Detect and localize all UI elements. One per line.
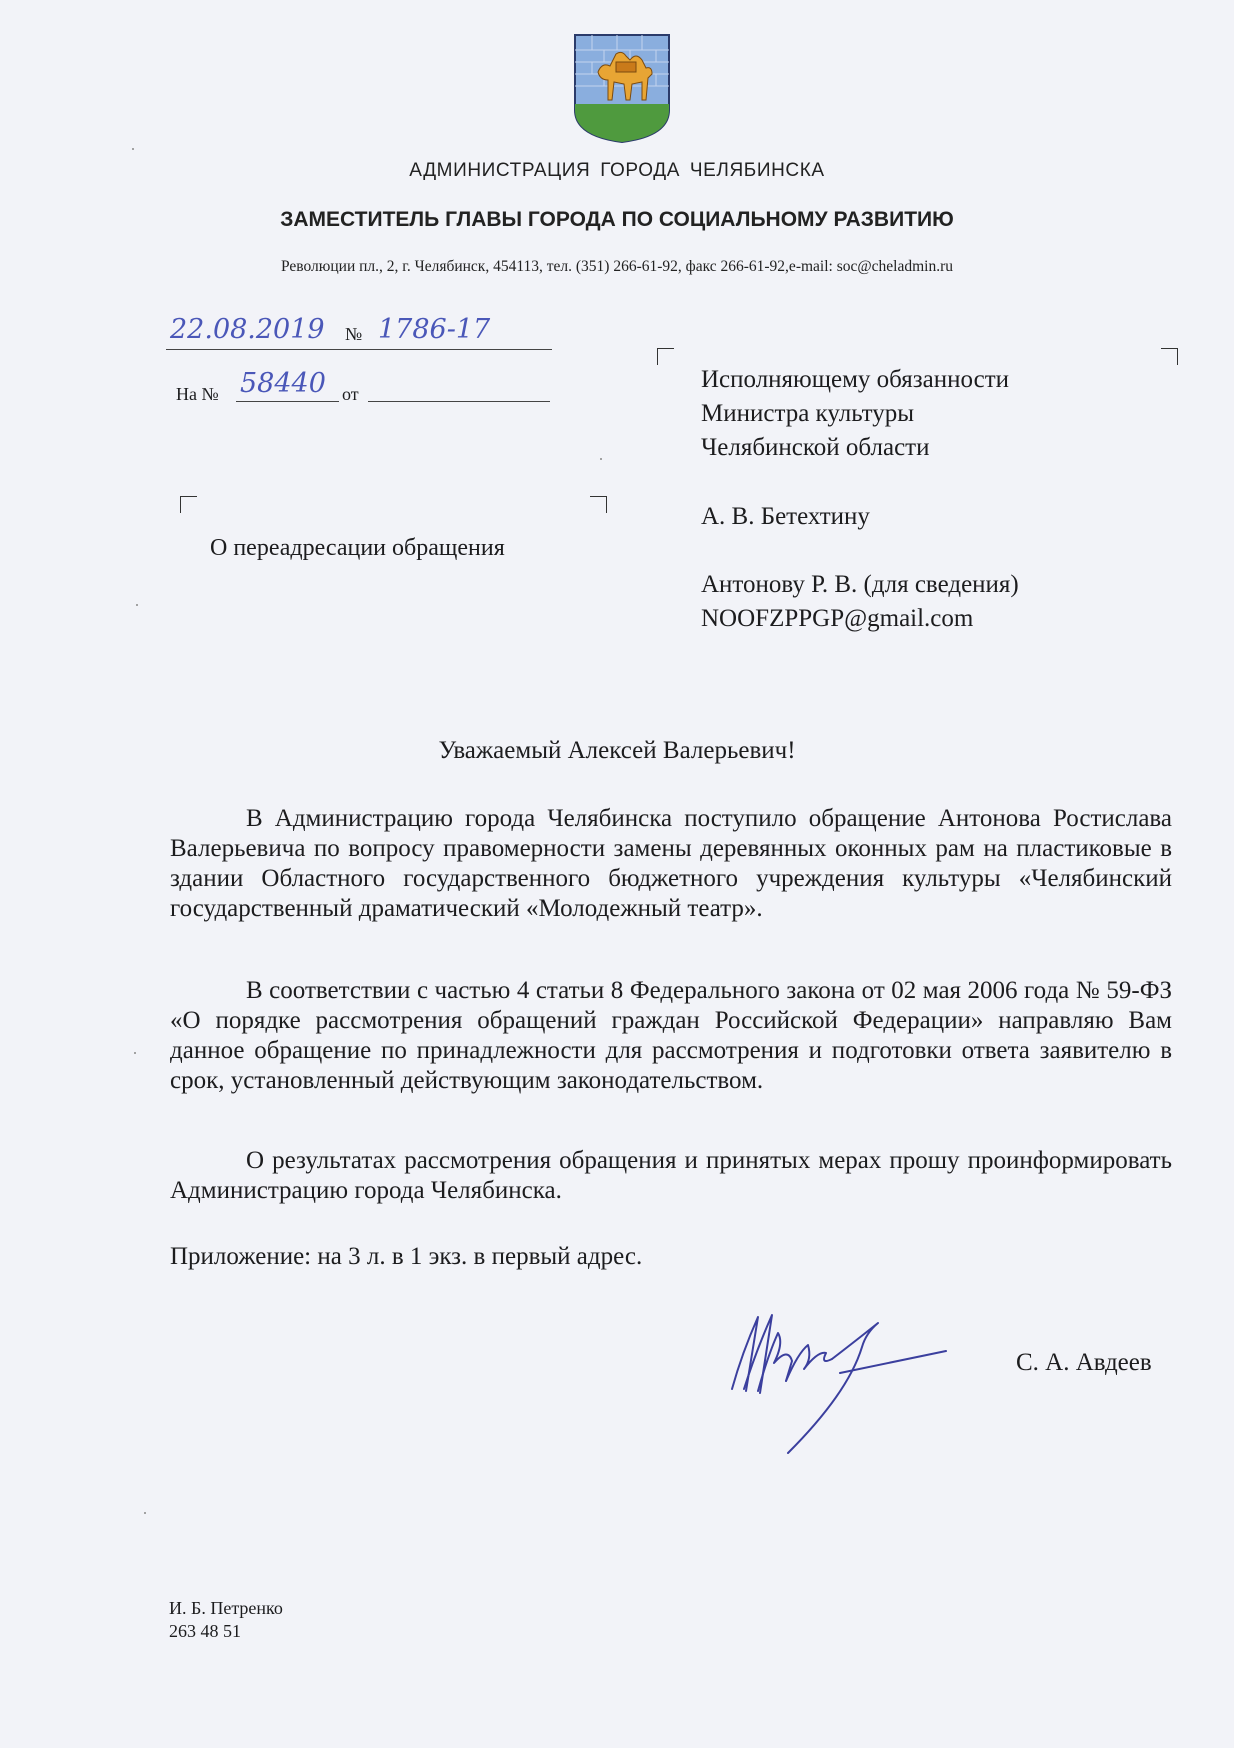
coat-of-arms-icon — [572, 32, 672, 144]
scan-speck — [136, 604, 138, 606]
handwritten-signature-icon — [728, 1303, 953, 1463]
addressee-corner-left — [657, 348, 674, 365]
reference-date-line — [368, 401, 550, 402]
contact-line: Революции пл., 2, г. Челябинск, 454113, тел. (351) 266-61-92, факс 266-61-92,e-mail: soc@cheladmin.ru — [280, 258, 953, 275]
body-paragraph: О результатах рассмотрения обращения и принятых мерах прошу проинформировать Администрацию города Челябинска. — [170, 1147, 1172, 1204]
reference-label: На № — [176, 384, 219, 404]
reference-from-label: от — [342, 384, 359, 404]
scan-speck — [144, 1512, 146, 1514]
addressee-corner-right — [1161, 348, 1178, 365]
reference-number: 58440 — [240, 368, 326, 399]
registration-number-label: № — [345, 324, 363, 344]
copy-recipient-email: NOOFZPPGP@gmail.com — [701, 605, 974, 632]
body-paragraph: В Администрацию города Челябинска поступило обращение Антонова Ростислава Валерьевича по вопросу правомерности замены деревянных оконных рам на пластиковые в здании Областного государственного бюджетного учреждения культуры «Челябинский государственный драматический «Молодежный театр». — [170, 805, 1172, 922]
scan-speck — [600, 458, 602, 460]
executor-name: И. Б. Петренко — [169, 1598, 283, 1618]
organization-name: АДМИНИСТРАЦИЯ ГОРОДА ЧЕЛЯБИНСКА — [409, 160, 825, 181]
scan-speck — [132, 148, 134, 150]
subject-corner-left — [180, 496, 197, 513]
letter-subject: О переадресации обращения — [210, 535, 505, 561]
department-name: ЗАМЕСТИТЕЛЬ ГЛАВЫ ГОРОДА ПО СОЦИАЛЬНОМУ РАЗВИТИЮ — [280, 208, 954, 231]
attachment-note: Приложение: на 3 л. в 1 экз. в первый адрес. — [170, 1243, 643, 1270]
registration-number: 1786-17 — [378, 314, 491, 345]
registration-date: 22.08.2019 — [170, 314, 325, 345]
addressee-line: Исполняющему обязанности — [701, 366, 1009, 393]
body-paragraph: В соответствии с частью 4 статьи 8 Федерального закона от 02 мая 2006 года № 59-ФЗ «О порядке рассмотрения обращений граждан Российской Федерации» направляю Вам данное обращение по принадлежности для рассмотрения и подготовки ответа заявителю в срок, установленный действующим законодательством. — [170, 977, 1172, 1094]
reference-number-line — [236, 401, 339, 402]
executor-phone: 263 48 51 — [169, 1621, 241, 1641]
subject-corner-right — [590, 496, 607, 513]
addressee-line: Министра культуры — [701, 400, 915, 427]
copy-recipient: Антонову Р. В. (для сведения) — [701, 571, 1019, 598]
addressee-name: А. В. Бетехтину — [701, 503, 870, 530]
scan-speck — [134, 1052, 136, 1054]
salutation: Уважаемый Алексей Валерьевич! — [438, 737, 796, 764]
signer-name: С. А. Авдеев — [1016, 1349, 1152, 1376]
addressee-line: Челябинской области — [701, 434, 930, 461]
registration-line — [166, 349, 552, 350]
